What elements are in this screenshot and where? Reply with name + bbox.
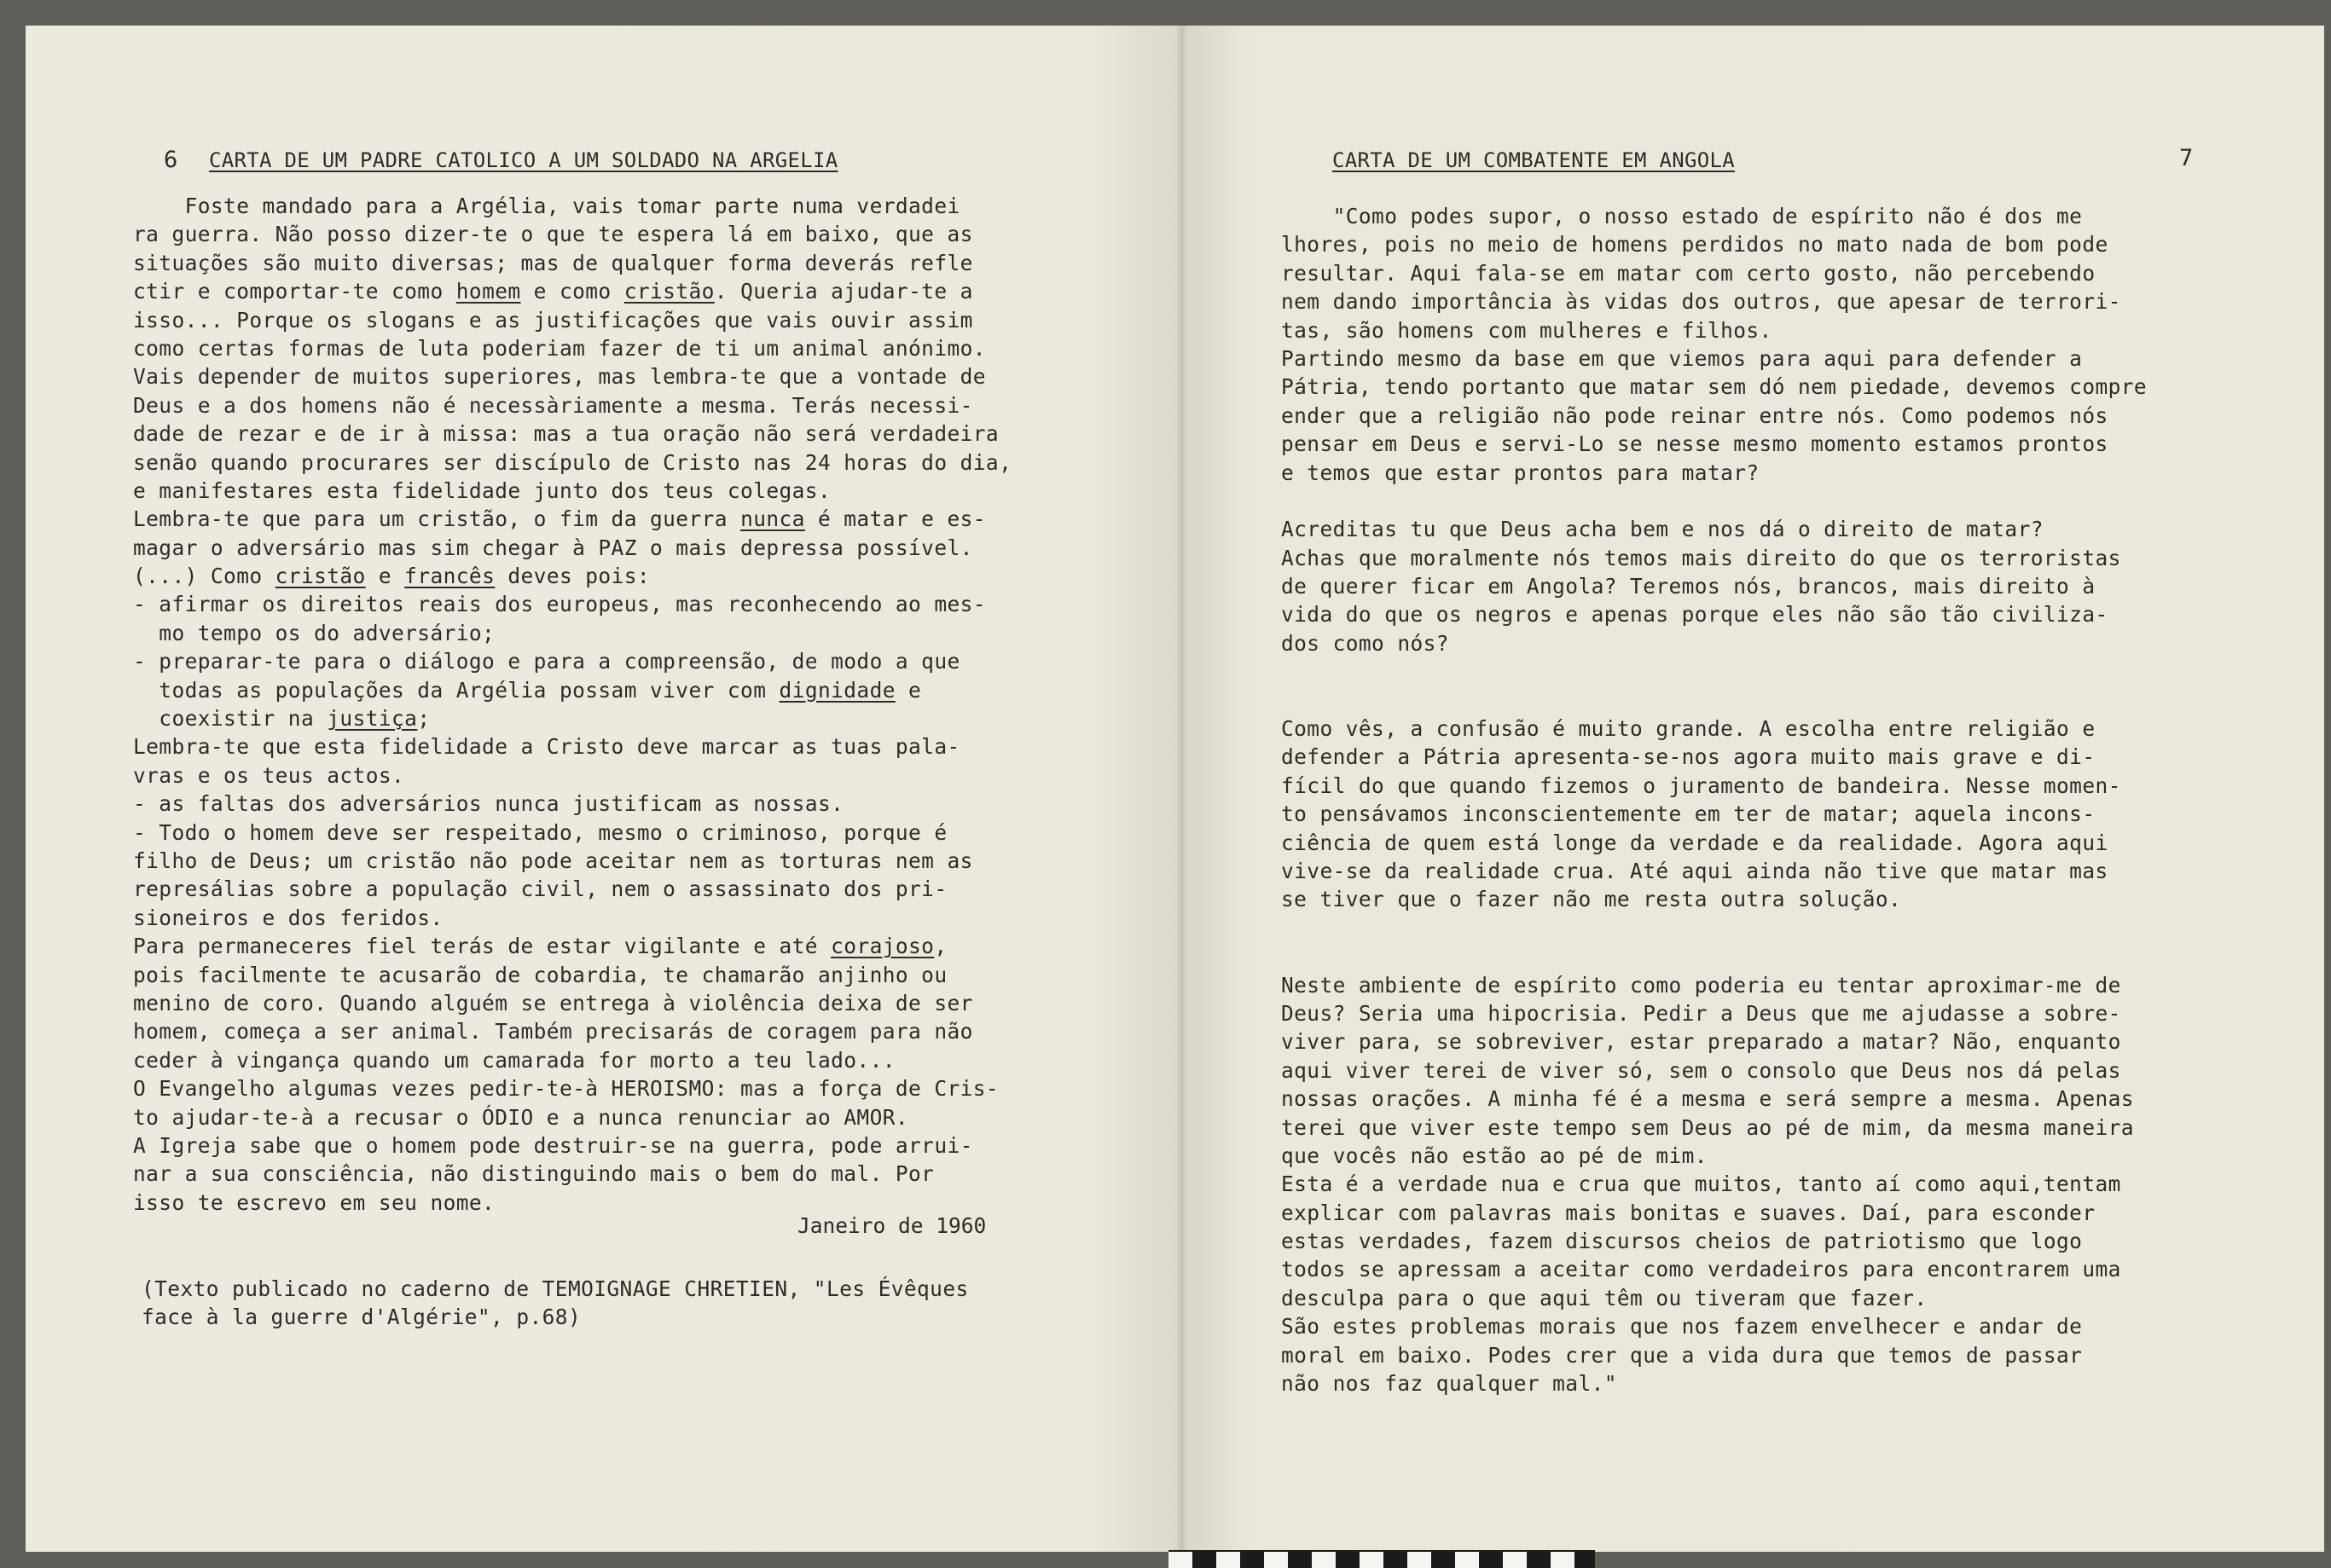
left-text-line: Lembra-te que esta fidelidade a Cristo deve marcar as tuas pala- [133,734,960,760]
text-segment: e como [520,279,624,304]
paragraph-gap [1281,942,2147,970]
text-segment: é matar e es- [804,506,986,532]
source-note-line: face à la guerre d'Algérie", p.68) [142,1305,582,1330]
left-text-line: magar o adversário mas sim chegar à PAZ o mais depressa possível. [133,535,973,560]
right-text-line: Pátria, tendo portanto que matar sem dó nem piedade, devemos compre [1281,374,2148,400]
left-page-title: CARTA DE UM PADRE CATOLICO A UM SOLDADO NA ARGELIA [209,148,838,172]
paragraph-gap [1281,686,2147,715]
right-text-line: Como vês, a confusão é muito grande. A escolha entre religião e [1281,716,2096,742]
paragraph-gap [1281,657,2147,686]
left-text-line: to ajudar-te-à a recusar o ÓDIO e a nunca renunciar ao AMOR. [133,1104,909,1130]
right-text-line: nem dando importância às vidas dos outros, que apesar de terrori- [1281,289,2121,315]
left-text-line: homem, começa a ser animal. Também precisarás de coragem para não [133,1019,973,1044]
right-text-line: de querer ficar em Angola? Teremos nós, brancos, mais direito à [1281,574,2096,599]
left-text-line: como certas formas de luta poderiam fazer de ti um animal anónimo. [133,335,986,361]
left-text-line: dade de rezar e de ir à missa: mas a tua oração não será verdadeira [133,421,1000,447]
left-text-line: isso te escrevo em seu nome. [133,1189,496,1215]
text-segment: e [365,564,405,589]
book-gutter [1176,26,1186,1552]
left-text-line: Deus e a dos homens não é necessàriamente a mesma. Terás necessi- [133,392,973,418]
left-text-line [133,277,1012,305]
right-text-line: vive-se da realidade crua. Até aqui ainda não tive que matar mas [1281,858,2108,883]
left-text-line: isso... Porque os slogans e as justificações que vais ouvir assim [133,307,973,333]
text-segment: deves pois: [495,564,651,589]
left-letter-body [133,192,1012,1217]
text-segment: ; [417,706,431,732]
left-text-line: - Todo o homem deve ser respeitado, mesmo o criminoso, porque é [133,819,948,845]
underlined-word: justiça [327,706,418,732]
right-text-line: São estes problemas morais que nos fazem envelhecer e andar de [1281,1314,2083,1339]
right-text-line: explicar com palavras mais bonitas e suaves. Daí, para esconder [1281,1200,2096,1225]
right-text-line: aqui viver terei de viver só, sem o consolo que Deus nos dá pelas [1281,1057,2121,1083]
underlined-word: homem [455,279,521,304]
right-text-line: pensar em Deus e servi-Lo se nesse mesmo momento estamos prontos [1281,431,2108,457]
text-segment: Lembra-te que para um cristão, o fim da guerra [133,506,741,532]
right-text-line: to pensávamos inconscientemente em ter de matar; aquela incons- [1281,801,2096,827]
left-text-line: nar a sua consciência, não distinguindo mais o bem do mal. Por [133,1161,935,1187]
text-segment: , [934,934,948,959]
left-text-line: situações são muito diversas; mas de qualquer forma deverás refle [133,250,973,275]
underlined-word: corajoso [831,934,935,959]
paragraph-gap [1281,914,2147,942]
right-text-line: estas verdades, fazem discursos cheios de patriotismo que logo [1281,1229,2083,1254]
left-text-line [133,704,1012,732]
left-text-line: A Igreja sabe que o homem pode destruir-se na guerra, pode arrui- [133,1132,973,1158]
right-text-line: tas, são homens com mulheres e filhos. [1281,317,1772,343]
underlined-word: francês [404,564,496,589]
text-segment: (...) Como [133,564,275,589]
text-segment: . Queria ajudar-te a [714,279,973,304]
left-text-line: menino de coro. Quando alguém se entrega à violência deixa de ser [133,990,973,1015]
text-segment: ctir e comportar-te como [133,279,456,304]
right-text-line: Achas que moralmente nós temos mais direito do que os terroristas [1281,545,2121,570]
underlined-word: cristão [275,564,366,589]
left-text-line: e manifestares esta fidelidade junto dos teus colegas. [133,477,832,503]
right-text-line: Esta é a verdade nua e crua que muitos, tanto aí como aqui,tentam [1281,1172,2121,1197]
right-text-line: defender a Pátria apresenta-se-nos agora muito mais grave e di- [1281,744,2096,770]
left-text-line: vras e os teus actos. [133,762,405,788]
page-number-left: 6 [164,147,178,173]
right-text-line: terei que viver este tempo sem Deus ao pé de mim, da mesma maneira [1281,1114,2134,1140]
underlined-word: nunca [740,506,805,532]
left-text-line: mo tempo os do adversário; [133,620,496,645]
underlined-word: cristão [623,279,715,304]
underlined-word: dignidade [779,677,896,703]
text-segment: todas as populações da Argélia possam viver com [133,677,780,703]
letter-date: Janeiro de 1960 [797,1213,987,1238]
right-page-title: CARTA DE UM COMBATENTE EM ANGOLA [1332,148,1735,172]
right-text-line: que vocês não estão ao pé de mim. [1281,1143,1708,1168]
text-segment: Para permaneceres fiel terás de estar vigilante e até [133,934,832,959]
page-number-right: 7 [2179,145,2194,171]
left-text-line: pois facilmente te acusarão de cobardia, te chamarão anjinho ou [133,962,948,987]
left-text-line: - as faltas dos adversários nunca justificam as nossas. [133,791,844,817]
right-text-line: Deus? Seria uma hipocrisia. Pedir a Deus que me ajudasse a sobre- [1281,1000,2121,1026]
left-text-line: - afirmar os direitos reais dos europeus, mas reconhecendo ao mes- [133,592,986,617]
scanned-spread [26,26,2324,1552]
right-text-line: Partindo mesmo da base em que viemos para aqui para defender a [1281,345,2083,371]
right-text-line: dos como nós? [1281,630,1449,656]
text-segment: coexistir na [133,706,328,732]
left-text-line: Foste mandado para a Argélia, vais tomar parte numa verdadei [133,194,960,218]
right-letter-body [1281,202,2147,1397]
right-page [1181,26,2324,1552]
right-text-line: fícil do que quando fizemos o juramento de bandeira. Nesse momen- [1281,772,2121,798]
left-text-line: Vais depender de muitos superiores, mas lembra-te que a vontade de [133,364,986,390]
right-text-line: ender que a religião não pode reinar entre nós. Como podemos nós [1281,402,2108,428]
right-text-line: e temos que estar prontos para matar? [1281,460,1760,485]
right-text-line: se tiver que o fazer não me resta outra solução. [1281,887,1902,912]
left-text-line: O Evangelho algumas vezes pedir-te-à HEROISMO: mas a força de Cris- [133,1076,1000,1102]
right-text-line: Neste ambiente de espírito como poderia eu tentar aproximar-me de [1281,972,2121,998]
left-page [26,26,1181,1552]
paragraph-gap [1281,487,2147,515]
left-text-line [133,932,1012,960]
right-text-line: todos se apressam a aceitar como verdadeiros para encontrarem uma [1281,1257,2121,1282]
left-text-line [133,505,1012,533]
right-text-line: não nos faz qualquer mal." [1281,1371,1617,1397]
right-text-line: vida do que os negros e apenas porque eles não são tão civiliza- [1281,602,2108,628]
left-text-line: senão quando procurares ser discípulo de Cristo nas 24 horas do dia, [133,449,1012,475]
right-text-line: "Como podes supor, o nosso estado de espírito não é dos me [1281,204,2083,229]
right-text-line: Acreditas tu que Deus acha bem e nos dá o direito de matar? [1281,517,2044,542]
left-text-line: ceder à vingança quando um camarada for morto a teu lado... [133,1047,896,1073]
right-text-line: lhores, pois no meio de homens perdidos no mato nada de bom pode [1281,232,2108,257]
right-text-line: resultar. Aqui fala-se em matar com certo gosto, não percebendo [1281,260,2096,286]
right-text-line: desculpa para o que aqui têm ou tiveram que fazer. [1281,1285,1928,1311]
text-segment: e [895,677,922,703]
source-note [142,1275,969,1332]
left-text-line: - preparar-te para o diálogo e para a compreensão, de modo a que [133,649,960,674]
source-note-line: (Texto publicado no caderno de TEMOIGNAGE CHRETIEN, "Les Évêques [142,1276,969,1301]
right-text-line: viver para, se sobreviver, estar preparado a matar? Não, enquanto [1281,1029,2121,1055]
right-text-line: nossas orações. A minha fé é a mesma e será sempre a mesma. Apenas [1281,1086,2134,1112]
left-text-line: ra guerra. Não posso dizer-te o que te espera lá em baixo, que as [133,222,973,247]
left-text-line: sioneiros e dos feridos. [133,905,444,930]
left-text-line: represálias sobre a população civil, nem o assassinato dos pri- [133,877,948,902]
right-text-line: moral em baixo. Podes crer que a vida dura que temos de passar [1281,1342,2083,1368]
left-text-line [133,676,1012,704]
right-text-line: ciência de quem está longe da verdade e da realidade. Agora aqui [1281,830,2108,855]
left-text-line [133,562,1012,590]
scale-ruler-edge [1168,1550,1595,1568]
left-text-line: filho de Deus; um cristão não pode aceitar nem as torturas nem as [133,848,973,873]
